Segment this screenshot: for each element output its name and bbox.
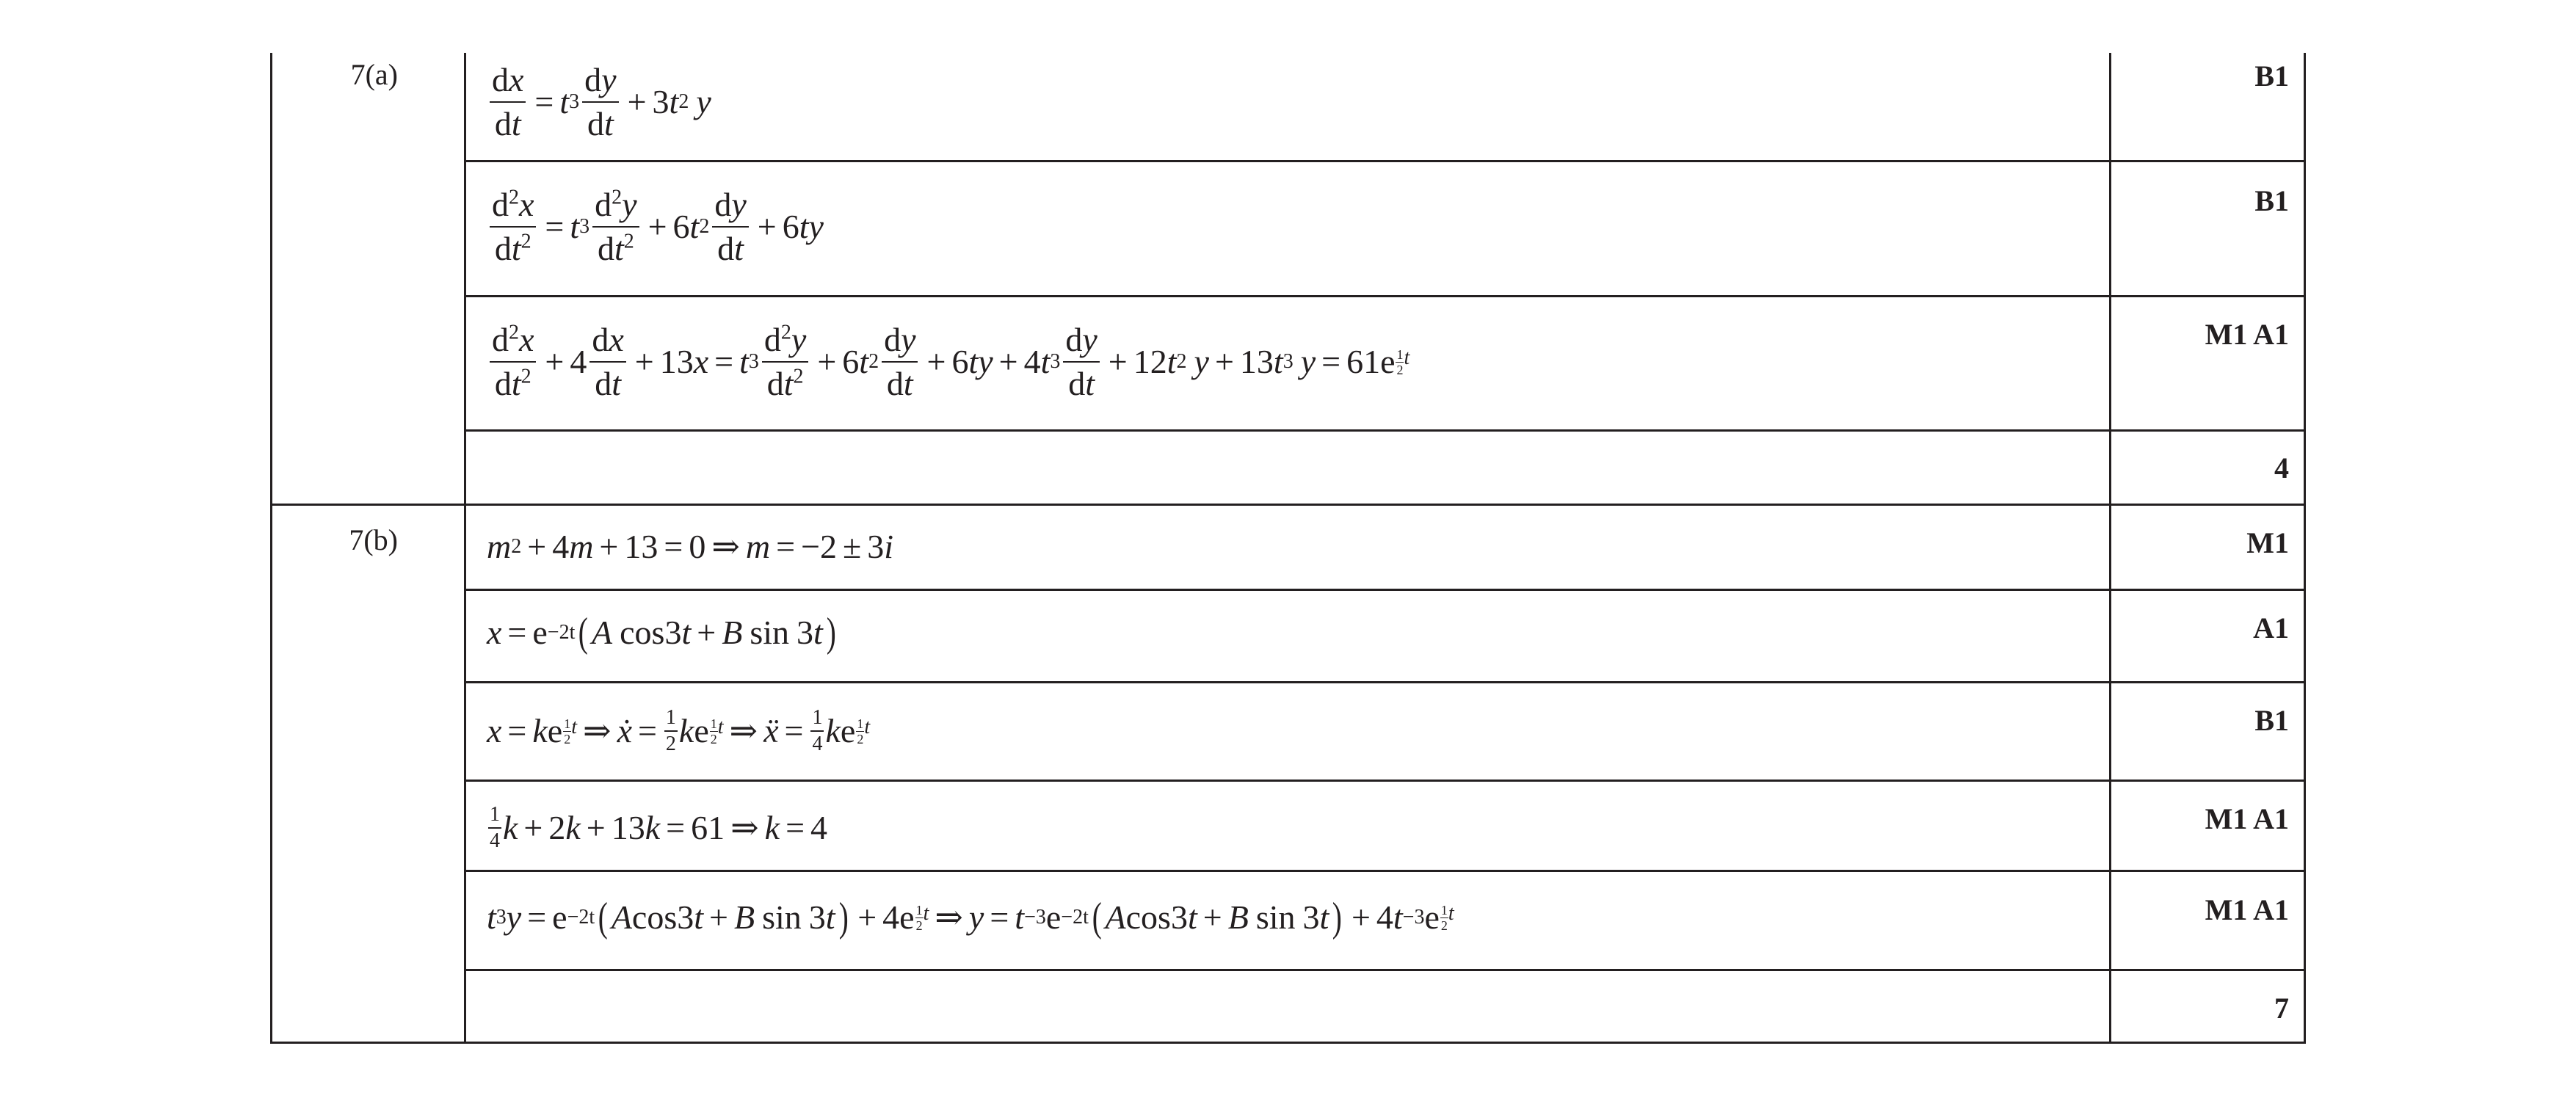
row-divider [464, 780, 2306, 782]
mark-7a-total: 4 [2274, 451, 2289, 484]
markscheme-table [270, 53, 2306, 1044]
table-border-right [2304, 53, 2306, 1044]
question-label-7b: 7(b) [349, 523, 398, 556]
question-label-7a: 7(a) [350, 58, 398, 91]
row-divider [464, 969, 2306, 971]
answer-7a-row2: $\frac{d^2x}{dt^2}$ = t 3 $\frac{d^2y}{dt^2}$ + 6 t 2 $\frac{dy}{dt}$ + 6 t y [487, 188, 824, 266]
mark-7b-row1: M1 [2246, 526, 2289, 559]
mark-7b-row5: M1 A1 [2205, 893, 2289, 926]
row-divider [464, 870, 2306, 872]
mark-7a-row2: B1 [2254, 184, 2289, 217]
answer-7b-row2: x = e −2t ( A cos 3 t + B sin 3 t ) [487, 610, 836, 655]
mark-7a-row1: B1 [2254, 59, 2289, 92]
mark-7b-row4: M1 A1 [2205, 802, 2289, 835]
row-divider [464, 295, 2306, 297]
mark-7b-total: 7 [2274, 992, 2289, 1025]
question-divider [270, 504, 2306, 506]
answer-7b-row3: x = k e 1 2 t ⇒ ẋ = $\frac{1}{2}$ k e 1 2 t ⇒ ẍ = $\frac{1}{4}$ k e 1 2 t [487, 706, 871, 755]
answer-7a-row1: $\frac{dx}{dt}$ = t 3 $\frac{dy}{dt}$ + 3 t 2 y [487, 63, 711, 141]
row-divider [464, 160, 2306, 162]
answer-7b-row1: m 2 + 4 m + 13 = 0 ⇒ m = −2 ± 3 i [487, 528, 894, 565]
row-divider [464, 589, 2306, 591]
answer-7b-row4: $\frac{1}{4}$ k + 2 k + 13 k = 61 ⇒ k = 4 [490, 803, 828, 852]
table-border-bottom [270, 1042, 2306, 1044]
mark-7b-row2: A1 [2253, 611, 2289, 644]
row-divider [464, 429, 2306, 432]
answer-7a-row3: $\frac{d^2x}{dt^2}$ + 4 $\frac{dx}{dt}$ + 13 x = t 3 $\frac{d^2y}{dt^2}$ + 6 t 2 $\frac{dy}{dt}$ + 6 t y + 4 t 3 $\frac{dy}{dt}$ + 12 t 2 y + 13 t 3 y = 61 e 1 2 t [487, 323, 1409, 401]
mark-7b-row3: B1 [2254, 704, 2289, 737]
mark-7a-row3: M1 A1 [2205, 318, 2289, 351]
row-divider [464, 681, 2306, 683]
answer-7b-row5: t 3 y = e −2t ( A cos 3 t + B sin 3 t ) + 4 e 1 2 t ⇒ y = t −3 e −2t ( A cos 3 t + B sin 3 t ) + 4 t −3 e 1 2 t [487, 895, 1454, 940]
